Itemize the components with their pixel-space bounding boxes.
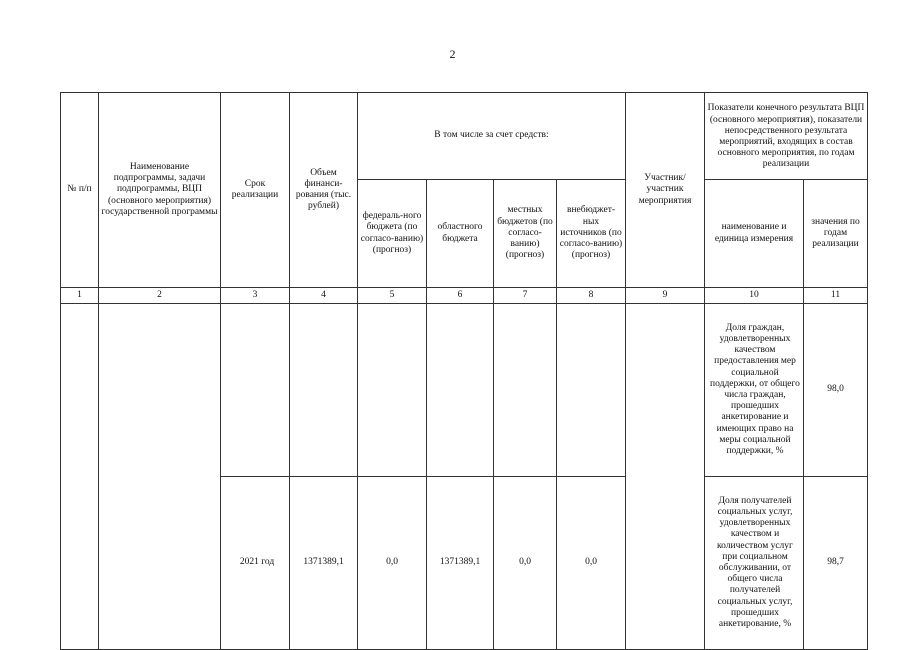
total-cell: 1371389,1 [290, 477, 358, 650]
row-number-cell [61, 304, 99, 650]
header-row-top [61, 93, 868, 180]
column-number-row [61, 288, 868, 304]
extrabudget-cell-empty [557, 304, 626, 477]
column-number: 4 [290, 288, 358, 304]
regional-cell-empty [427, 304, 494, 477]
local-cell: 0,0 [494, 477, 557, 650]
federal-cell-empty [358, 304, 427, 477]
header-name: Наименование подпрограммы, задачи подпрограммы, ВЦП (основного мероприятия) государственной программы [99, 93, 221, 288]
total-cell-empty [290, 304, 358, 477]
page-number: 2 [449, 47, 456, 61]
column-number: 8 [557, 288, 626, 304]
header-volume: Объем финанси-рования (тыс. рублей) [290, 93, 358, 288]
period-cell: 2021 год [221, 477, 290, 650]
header-period: Срок реализации [221, 93, 290, 288]
header-indicator-values: значения по годам реализации [804, 180, 868, 288]
column-number: 6 [427, 288, 494, 304]
program-table [60, 92, 868, 650]
column-number: 9 [626, 288, 705, 304]
indicator-name-cell: Доля получателей социальных услуг, удовлетворенных качеством и количеством услуг при социальном обслуживании, от общего числа получателей социальных услуг, прошедших анкетирование, % [705, 477, 804, 650]
column-number: 1 [61, 288, 99, 304]
header-regional: областного бюджета [427, 180, 494, 288]
local-cell-empty [494, 304, 557, 477]
row-name-cell [99, 304, 221, 650]
regional-cell: 1371389,1 [427, 477, 494, 650]
participant-cell [626, 304, 705, 650]
indicator-name-cell: Доля граждан, удовлетворенных качеством предоставления мер социальной поддержки, от общего числа граждан, прошедших анкетирование и имеющих право на меры социальной поддержки, % [705, 304, 804, 477]
header-participant: Участник/ участник мероприятия [626, 93, 705, 288]
column-number: 3 [221, 288, 290, 304]
period-cell-empty [221, 304, 290, 477]
header-local: местных бюджетов (по согласо-ванию) (прогноз) [494, 180, 557, 288]
federal-cell: 0,0 [358, 477, 427, 650]
header-indicator-name: наименование и единица измерения [705, 180, 804, 288]
column-number: 2 [99, 288, 221, 304]
header-extrabudget: внебюджет-ных источников (по согласо-ванию) (прогноз) [557, 180, 626, 288]
indicator-value-cell: 98,0 [804, 304, 868, 477]
header-sources-group: В том числе за счет средств: [358, 93, 626, 180]
header-number: № п/п [61, 93, 99, 288]
column-number: 5 [358, 288, 427, 304]
column-number: 11 [804, 288, 868, 304]
header-federal: федераль-ного бюджета (по согласо-ванию) (прогноз) [358, 180, 427, 288]
column-number: 10 [705, 288, 804, 304]
indicator-value-cell: 98,7 [804, 477, 868, 650]
extrabudget-cell: 0,0 [557, 477, 626, 650]
header-indicators-group: Показатели конечного результата ВЦП (основного мероприятия), показатели непосредственного результата мероприятий, входящих в состав основного мероприятия, по годам реализации [705, 93, 868, 180]
table-row [61, 304, 868, 477]
column-number: 7 [494, 288, 557, 304]
